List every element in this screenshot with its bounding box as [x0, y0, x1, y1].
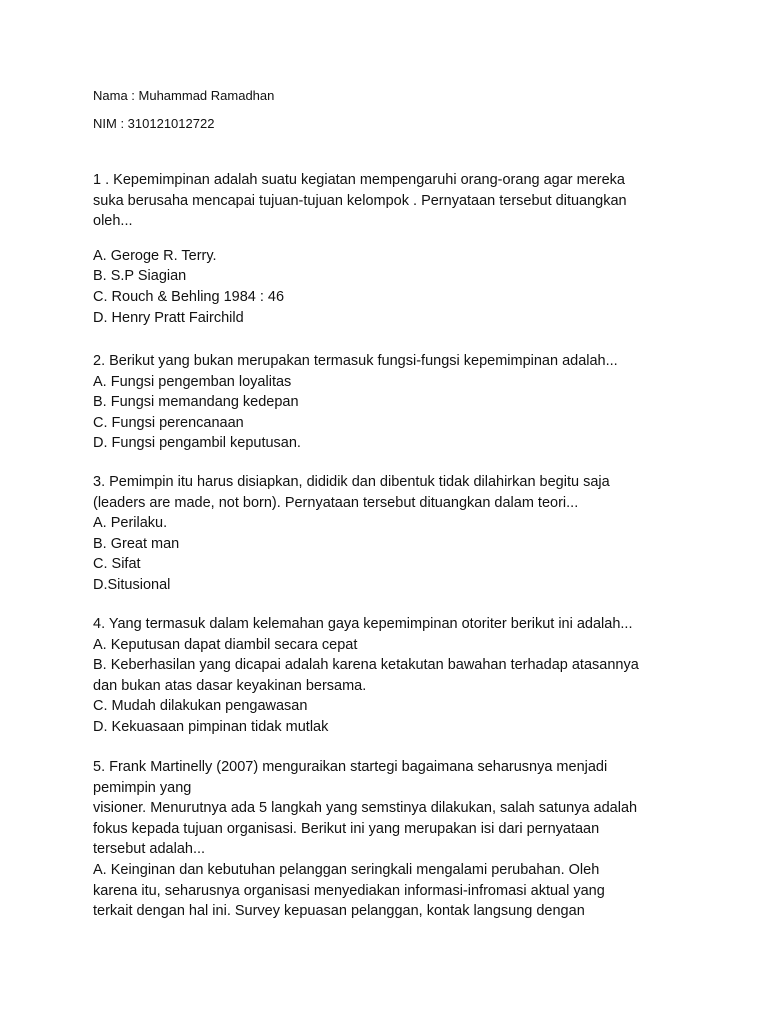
question-4-stem-line: 4. Yang termasuk dalam kelemahan gaya kepemimpinan otoriter berikut ini adalah... [93, 616, 633, 632]
question-5-stem-line: 5. Frank Martinelly (2007) menguraikan startegi bagaimana seharusnya menjadi [93, 759, 608, 775]
question-2-option-a: A. Fungsi pengemban loyalitas [93, 373, 292, 390]
question-4 [93, 614, 693, 738]
question-2-stem-line: 2. Berikut yang bukan merupakan termasuk fungsi-fungsi kepemimpinan adalah... [93, 353, 618, 369]
question-4-option-b-cont: dan bukan atas dasar keyakinan bersama. [93, 677, 367, 694]
question-4-option-b: B. Keberhasilan yang dicapai adalah karena ketakutan bawahan terhadap atasannya [93, 657, 639, 674]
question-3-stem-line: (leaders are made, not born). Pernyataan tersebut dituangkan dalam teori... [93, 494, 579, 511]
question-1-stem-line: 1 . Kepemimpinan adalah suatu kegiatan mempengaruhi orang-orang agar mereka [93, 172, 625, 188]
question-3 [93, 472, 693, 596]
question-1-option-a: A. Geroge R. Terry. [93, 247, 217, 264]
question-1-stem-line: suka berusaha mencapai tujuan-tujuan kelompok . Pernyataan tersebut dituangkan [93, 192, 627, 209]
question-1-option-d: D. Henry Pratt Fairchild [93, 309, 244, 326]
question-5-stem-line: pemimpin yang [93, 779, 192, 796]
question-5-stem-line: tersebut adalah... [93, 841, 206, 858]
question-2 [93, 351, 693, 454]
question-5-option-a-cont: terkait dengan hal ini. Survey kepuasan pelanggan, kontak langsung dengan [93, 903, 585, 920]
question-3-stem-line: 3. Pemimpin itu harus disiapkan, dididik dan dibentuk tidak dilahirkan begitu saja [93, 474, 610, 490]
question-1 [93, 170, 693, 328]
student-nim: NIM : 310121012722 [93, 116, 215, 131]
question-3-option-d: D.Situsional [93, 576, 171, 593]
student-name: Nama : Muhammad Ramadhan [93, 88, 275, 103]
question-2-option-b: B. Fungsi memandang kedepan [93, 394, 299, 411]
question-4-option-d: D. Kekuasaan pimpinan tidak mutlak [93, 718, 329, 735]
question-2-option-c: C. Fungsi perencanaan [93, 414, 244, 431]
question-5-option-a-cont: karena itu, seharusnya organisasi menyediakan informasi-infromasi aktual yang [93, 882, 605, 899]
question-3-option-b: B. Great man [93, 535, 180, 552]
question-5-stem-line: visioner. Menurutnya ada 5 langkah yang semstinya dilakukan, salah satunya adalah [93, 800, 638, 817]
question-4-option-a: A. Keputusan dapat diambil secara cepat [93, 636, 358, 653]
question-2-option-d: D. Fungsi pengambil keputusan. [93, 435, 301, 452]
question-1-stem-line: oleh... [93, 213, 133, 230]
question-1-option-c: C. Rouch & Behling 1984 : 46 [93, 288, 285, 305]
question-3-option-a: A. Perilaku. [93, 515, 168, 532]
question-5 [93, 757, 693, 922]
question-5-option-a: A. Keinginan dan kebutuhan pelanggan seringkali mengalami perubahan. Oleh [93, 861, 600, 878]
question-4-option-c: C. Mudah dilakukan pengawasan [93, 698, 308, 715]
question-5-stem-line: fokus kepada tujuan organisasi. Berikut ini yang merupakan isi dari pernyataan [93, 820, 600, 837]
question-3-option-c: C. Sifat [93, 556, 141, 573]
question-1-option-b: B. S.P Siagian [93, 268, 187, 285]
